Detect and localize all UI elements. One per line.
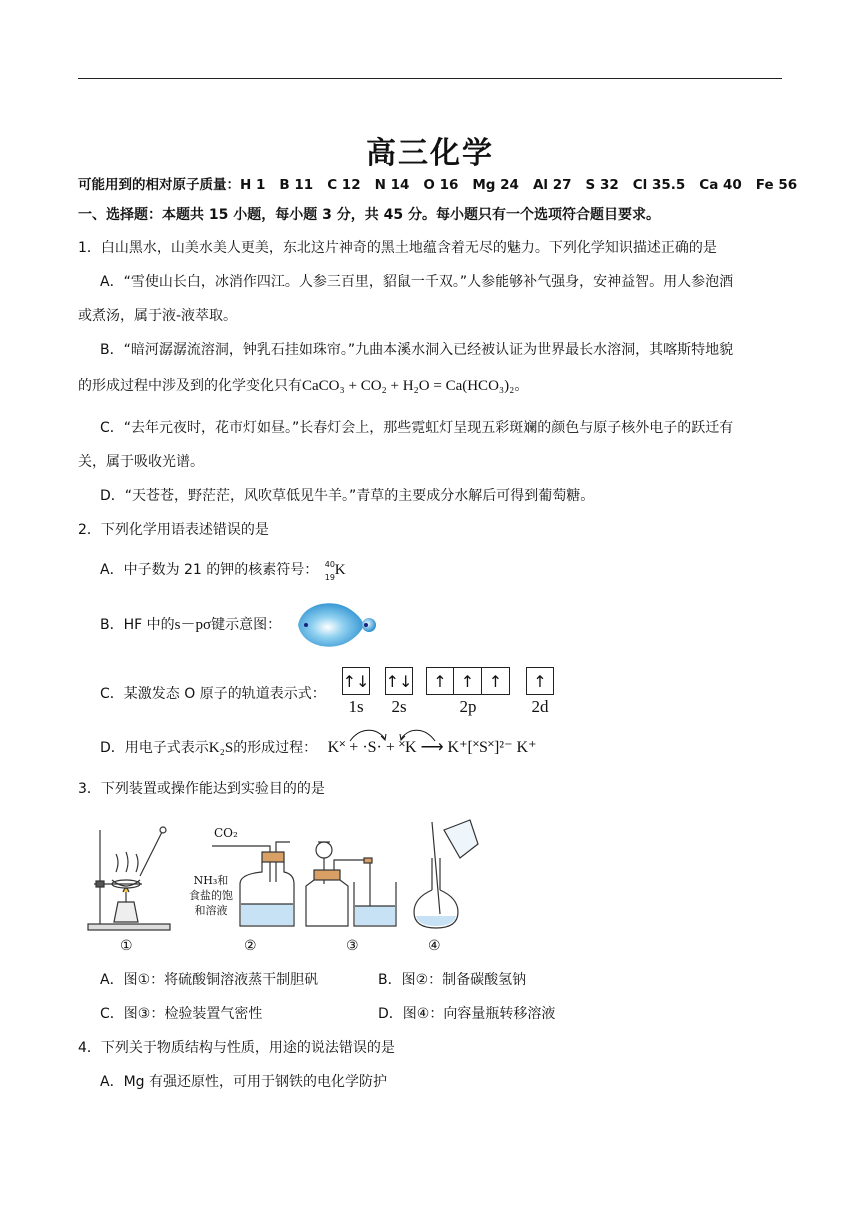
q1-option-b: B．“暗河潺潺流溶洞，钟乳石挂如珠帘。”九曲本溪水洞入已经被认证为世界最长水溶洞，其喀斯特地貌 <box>100 342 734 358</box>
orbital-box: ↑ <box>454 667 482 695</box>
atomic-mass-item: O 16 <box>423 177 459 193</box>
atomic-mass-label: 可能用到的相对原子质量： <box>78 177 240 193</box>
atomic-mass-item: Ca 40 <box>699 177 742 193</box>
electron-transfer-arrows <box>345 727 445 743</box>
orbital-box: ↑↓ <box>342 667 370 695</box>
q2-option-b-end: 键示意图： <box>211 617 282 633</box>
atomic-mass-item: B 11 <box>279 177 314 193</box>
s-p-sigma-bond-diagram <box>296 598 382 652</box>
q1-stem: 1．白山黑水，山美水美人更美，东北这片神奇的黑土地蕴含着无尽的魅力。下列化学知识描述正确的是 <box>78 240 717 256</box>
q2-formula: K₂S <box>208 740 234 756</box>
orbital-box: ↑↓ <box>385 667 413 695</box>
q2-option-d-text: D．用电子式表示 <box>100 740 209 756</box>
q2-option-a <box>100 560 349 580</box>
figure-3-airtightness-apparatus <box>300 822 398 934</box>
orbital-2s <box>385 667 413 717</box>
figure-3-label: ③ <box>346 938 359 954</box>
atomic-mass-item: S 32 <box>585 177 619 193</box>
figure-2-gas-label: CO₂ <box>214 826 238 840</box>
orbital-2p <box>426 667 510 717</box>
q3-option-b: B．图②：制备碳酸氢钠 <box>378 972 527 988</box>
q2-option-b-text: B．HF 中的 <box>100 617 175 633</box>
q3-option-c: C．图③：检验装置气密性 <box>100 1006 263 1022</box>
atomic-mass-item: Fe 56 <box>755 177 798 193</box>
q2-option-b <box>100 615 281 635</box>
orbital-box: ↑ <box>526 667 554 695</box>
atomic-mass-line <box>78 173 811 193</box>
nuclide-element: K <box>334 562 346 578</box>
q1-option-a-cont: 或煮汤，属于液-液萃取。 <box>78 308 238 324</box>
nuclide-symbol <box>323 560 349 580</box>
figure-2-solution-line: 食盐的饱 <box>189 889 233 902</box>
header-rule <box>78 78 782 79</box>
q2-bond-type: s－pσ <box>174 617 212 633</box>
figure-1-label: ① <box>120 938 133 954</box>
q1-option-d: D．“天苍苍，野茫茫，风吹草低见牛羊。”青草的主要成分水解后可得到葡萄糖。 <box>100 488 595 504</box>
q3-option-a: A．图①：将硫酸铜溶液蒸干制胆矾 <box>100 972 319 988</box>
orbital-box: ↑ <box>426 667 454 695</box>
figure-4-volumetric-flask <box>410 818 480 934</box>
nuclide-mass-number: 40 <box>324 560 335 569</box>
q1-option-c-cont: 关，属于吸收光谱。 <box>78 454 204 470</box>
orbital-label: 2p <box>459 697 477 716</box>
orbital-label: 1s <box>348 697 364 716</box>
orbital-label: 2d <box>531 697 549 716</box>
orbital-2d <box>526 667 554 717</box>
q2-option-d-end: 的形成过程： <box>233 740 318 756</box>
orbital-1s <box>342 667 370 717</box>
page-title: 高三化学 <box>366 136 494 171</box>
section-heading: 一、选择题：本题共 15 小题，每小题 3 分，共 45 分。每小题只有一个选项符合题目要求。 <box>78 207 660 223</box>
figure-4-label: ④ <box>428 938 441 954</box>
figure-2-solution-line: NH₃和 <box>193 874 229 887</box>
q1-option-b-cont <box>78 376 528 396</box>
nuclide-atomic-number: 19 <box>324 573 335 582</box>
q4-stem: 4．下列关于物质结构与性质，用途的说法错误的是 <box>78 1040 395 1056</box>
atomic-mass-item: Mg 24 <box>472 177 519 193</box>
figure-2-solution-line: 和溶液 <box>194 904 228 917</box>
q1-option-b-end: 。 <box>514 378 529 394</box>
q2-option-d <box>100 738 537 758</box>
atomic-mass-item: H 1 <box>240 177 266 193</box>
atomic-mass-item: N 14 <box>374 177 410 193</box>
figure-1-evaporation-apparatus <box>86 822 176 934</box>
q1-option-c: C．“去年元夜时，花市灯如昼。”长春灯会上，那些霓虹灯呈现五彩斑斓的颜色与原子核外电子的跃迁有 <box>100 420 734 436</box>
q4-option-a: A．Mg 有强还原性，可用于钢铁的电化学防护 <box>100 1074 387 1090</box>
q1-option-b-text: 的形成过程中涉及到的化学变化只有 <box>78 378 302 394</box>
q2-option-a-text: A．中子数为 21 的钾的核素符号： <box>100 562 319 578</box>
orbital-label: 2s <box>391 697 407 716</box>
q1-equation: CaCO₃ + CO₂ + H₂O = Ca(HCO₃)₂ <box>302 378 515 394</box>
electron-dot-process: K˟ + ·S· + ˟K ⟶ K⁺[˟S˟]²⁻ K⁺ <box>327 739 537 756</box>
q2-stem: 2．下列化学用语表述错误的是 <box>78 522 269 538</box>
q1-option-a: A．“雪使山长白，冰消作四江。人参三百里，貂鼠一千双。”人参能够补气强身，安神益智。用人参泡酒 <box>100 274 734 290</box>
figure-2-solution-label <box>182 873 240 918</box>
orbital-box: ↑ <box>482 667 510 695</box>
atomic-mass-item: Al 27 <box>532 177 572 193</box>
q3-option-d: D．图④：向容量瓶转移溶液 <box>378 1006 556 1022</box>
atomic-mass-item: C 12 <box>327 177 361 193</box>
q3-stem: 3．下列装置或操作能达到实验目的的是 <box>78 781 325 797</box>
q2-option-c: C．某激发态 O 原子的轨道表示式： <box>100 686 326 702</box>
figure-2-label: ② <box>244 938 257 954</box>
atomic-mass-item: Cl 35.5 <box>632 177 686 193</box>
